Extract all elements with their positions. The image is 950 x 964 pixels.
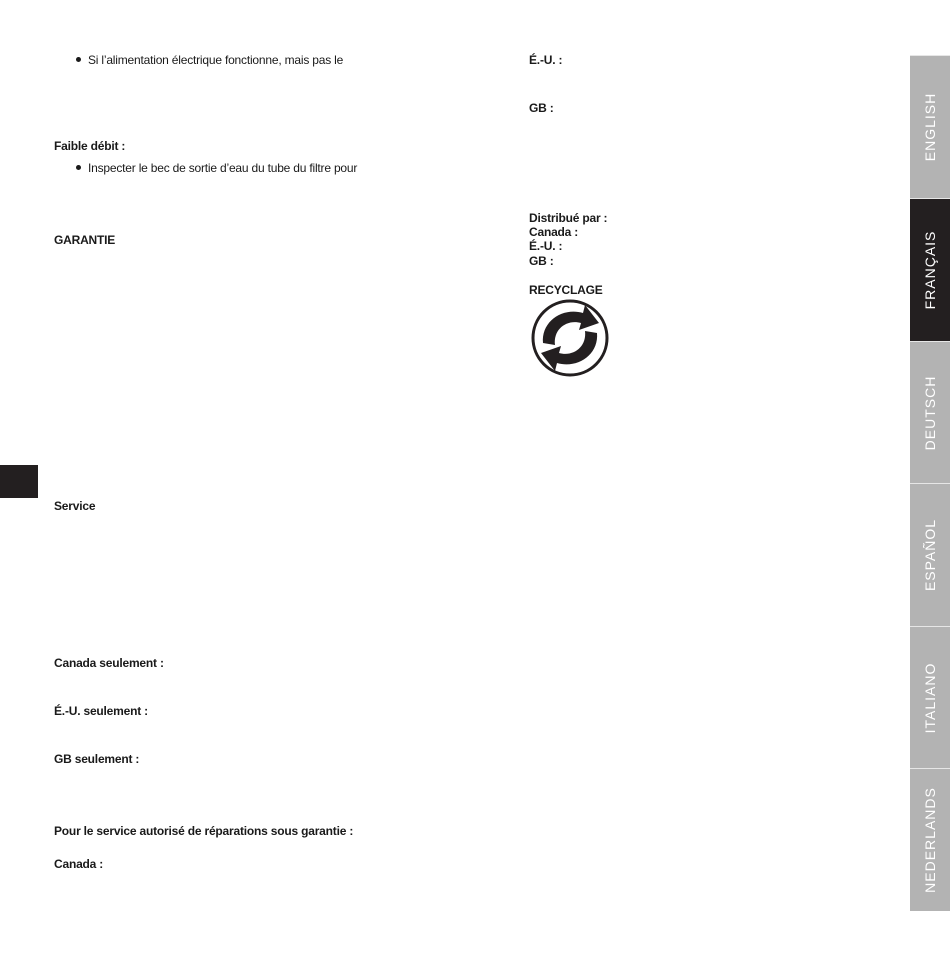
tab-label: FRANÇAIS [922, 230, 938, 310]
gb-label: GB : [529, 101, 554, 115]
tab-espanol[interactable] [910, 483, 950, 626]
recycling-heading: RECYCLAGE [529, 283, 603, 297]
bullet-icon [76, 57, 81, 62]
distributor-gb-label: GB : [529, 254, 554, 268]
us-label: É.-U. : [529, 53, 563, 67]
tab-deutsch[interactable] [910, 341, 950, 483]
tab-label: ENGLISH [922, 92, 938, 162]
bullet-item-inspect [76, 161, 357, 175]
us-only-label: É.-U. seulement : [54, 704, 148, 718]
distributor-us-label: É.-U. : [529, 239, 563, 253]
gb-only-label: GB seulement : [54, 752, 140, 766]
bullet-icon [76, 165, 81, 170]
warranty-heading: GARANTIE [54, 233, 116, 247]
bullet-text: Inspecter le bec de sortie d’eau du tube du filtre pour [88, 161, 358, 175]
canada-label: Canada : [54, 857, 104, 871]
tab-nederlands[interactable] [910, 768, 950, 911]
tab-english[interactable] [910, 55, 950, 198]
service-heading: Service [54, 499, 96, 513]
tab-label: NEDERLANDS [922, 787, 938, 893]
authorized-service-label: Pour le service autorisé de réparations sous garantie : [54, 824, 354, 838]
green-dot-recycling-icon [529, 299, 611, 377]
tab-italiano[interactable] [910, 626, 950, 768]
page-marker [0, 465, 38, 498]
bullet-item-power [76, 53, 343, 67]
tab-francais[interactable] [910, 198, 950, 341]
distributed-by-label: Distribué par : [529, 211, 608, 225]
distributor-canada-label: Canada : [529, 225, 579, 239]
canada-only-label: Canada seulement : [54, 656, 164, 670]
tab-label: ESPAÑOL [922, 518, 938, 592]
tab-label: DEUTSCH [922, 375, 938, 450]
bullet-text: Si l’alimentation électrique fonctionne, mais pas le [88, 53, 344, 67]
tab-label: ITALIANO [922, 662, 938, 733]
low-flow-heading: Faible débit : [54, 139, 126, 153]
